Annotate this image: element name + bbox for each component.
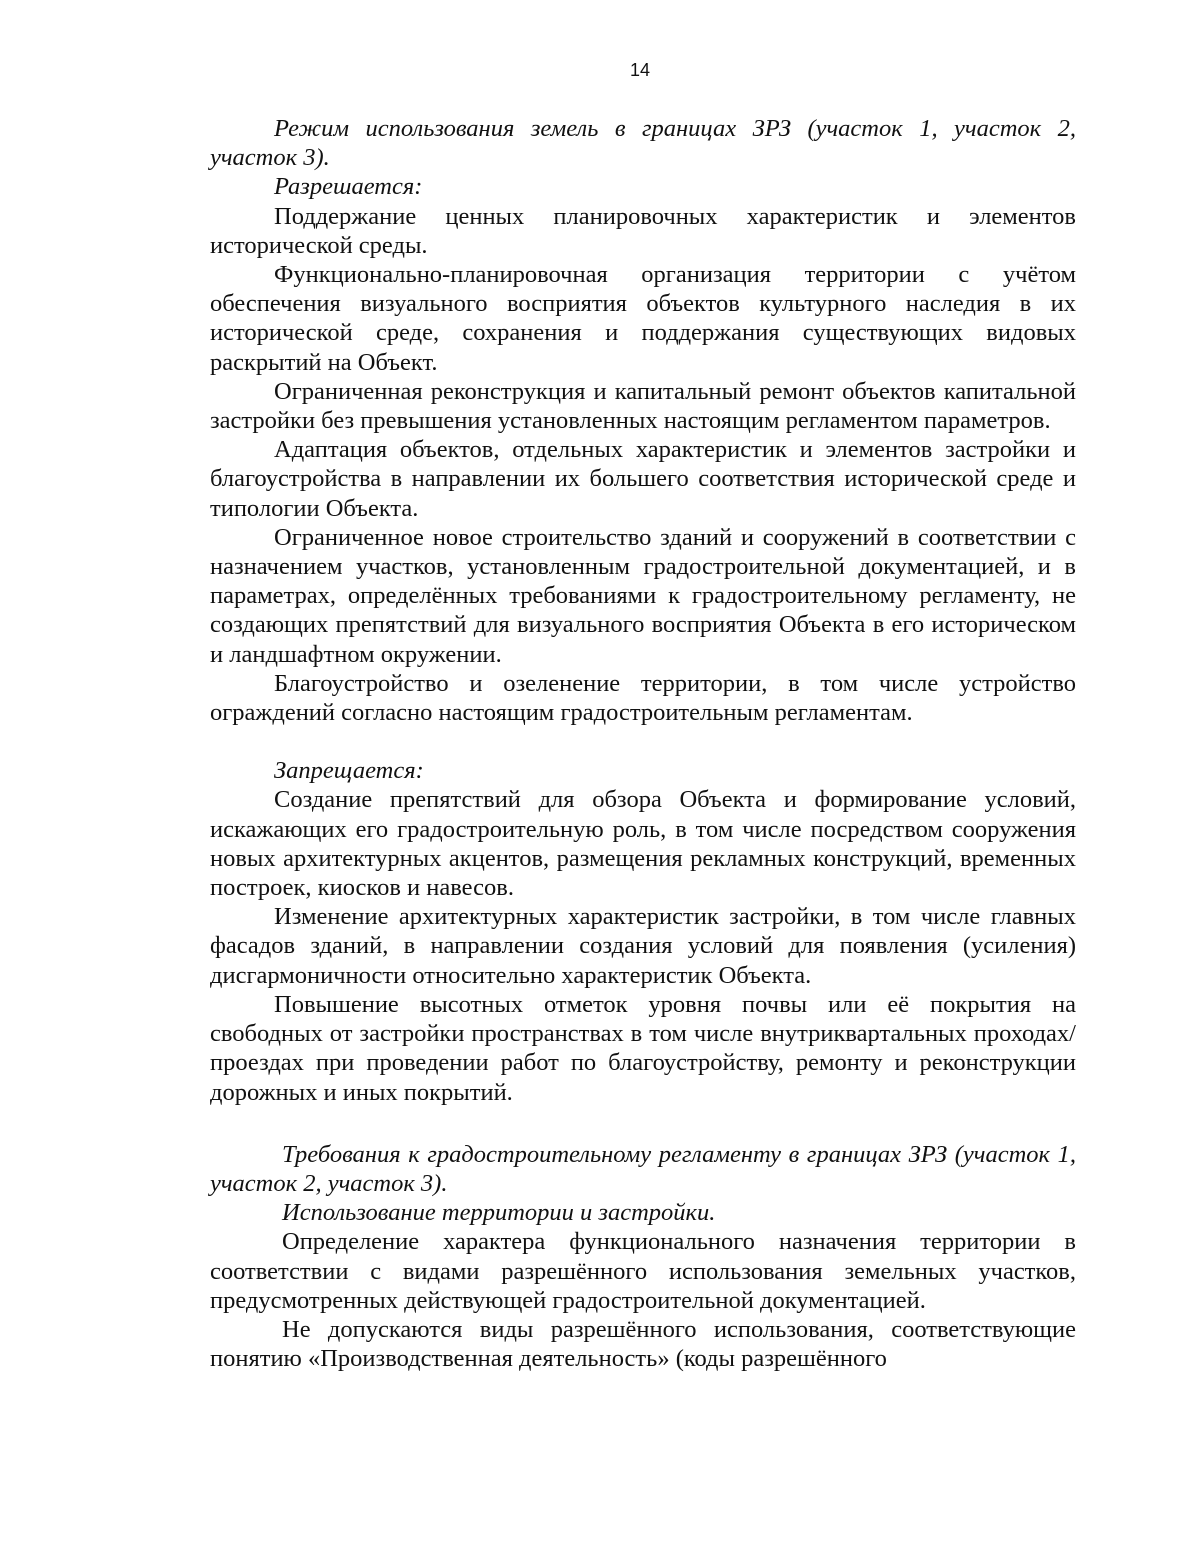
allowed-paragraph: Благоустройство и озеленение территории, в том числе устройство ограждений согласно настоящим градостроительным регламентам. — [210, 669, 1076, 727]
section-subheading-territory-use: Использование территории и застройки. — [282, 1199, 716, 1227]
prohibited-label: Запрещается: — [274, 757, 424, 785]
paragraph-spacer — [210, 727, 1076, 756]
allowed-paragraph: Поддержание ценных планировочных характеристик и элементов исторической среды. — [210, 202, 1076, 259]
document-body — [210, 114, 1076, 1373]
allowed-paragraph: Адаптация объектов, отдельных характеристик и элементов застройки и благоустройства в направлении их большего соответствия исторической среде и типологии Объекта. — [210, 436, 1076, 522]
paragraph-spacer — [210, 1107, 1076, 1140]
regulation-paragraph: Не допускаются виды разрешённого использования, соответствующие понятию «Производственная деятельность» (коды разрешённого — [210, 1315, 1076, 1373]
allowed-paragraph: Функционально-планировочная организация территории с учётом обеспечения визуального восприятия объектов культурного наследия в их исторической среде, сохранения и поддержания существующих видовых раскрытий на Объект. — [210, 261, 1076, 376]
allowed-paragraph: Ограниченное новое строительство зданий и сооружений в соответствии с назначением участков, установленным градостроительной документацией, и в параметрах, определённых требованиями к градостроительному регламенту, не создающих препятствий для визуального восприятия Объекта в его историческом и ландшафтном окружении. — [210, 523, 1076, 668]
page-number: 14 — [629, 60, 651, 80]
section-heading-regulation-requirements: Требования к градостроительному регламенту в границах ЗРЗ (участок 1, участок 2, участок 3). — [210, 1140, 1076, 1197]
regulation-paragraph: Определение характера функционального назначения территории в соответствии с видами разрешённого использования земельных участков, предусмотренных действующей градостроительной документацией. — [210, 1228, 1076, 1314]
section-heading-land-use-regime: Режим использования земель в границах ЗРЗ (участок 1, участок 2, участок 3). — [210, 115, 1076, 172]
allowed-paragraph: Ограниченная реконструкция и капитальный ремонт объектов капитальной застройки без превышения установленных настоящим регламентом параметров. — [210, 377, 1076, 435]
allowed-label: Разрешается: — [274, 173, 423, 201]
prohibited-paragraph: Создание препятствий для обзора Объекта и формирование условий, искажающих его градостроительную роль, в том числе посредством сооружения новых архитектурных акцентов, размещения рекламных конструкций, временных построек, киосков и навесов. — [210, 786, 1076, 902]
prohibited-paragraph: Изменение архитектурных характеристик застройки, в том числе главных фасадов зданий, в направлении создания условий для появления (усиления) дисгармоничности относительно характеристик Объекта. — [210, 903, 1076, 989]
prohibited-paragraph: Повышение высотных отметок уровня почвы или её покрытия на свободных от застройки пространствах в том числе внутриквартальных проходах/проездах при проведении работ по благоустройству, ремонту и реконструкции дорожных и иных покрытий. — [210, 990, 1076, 1106]
